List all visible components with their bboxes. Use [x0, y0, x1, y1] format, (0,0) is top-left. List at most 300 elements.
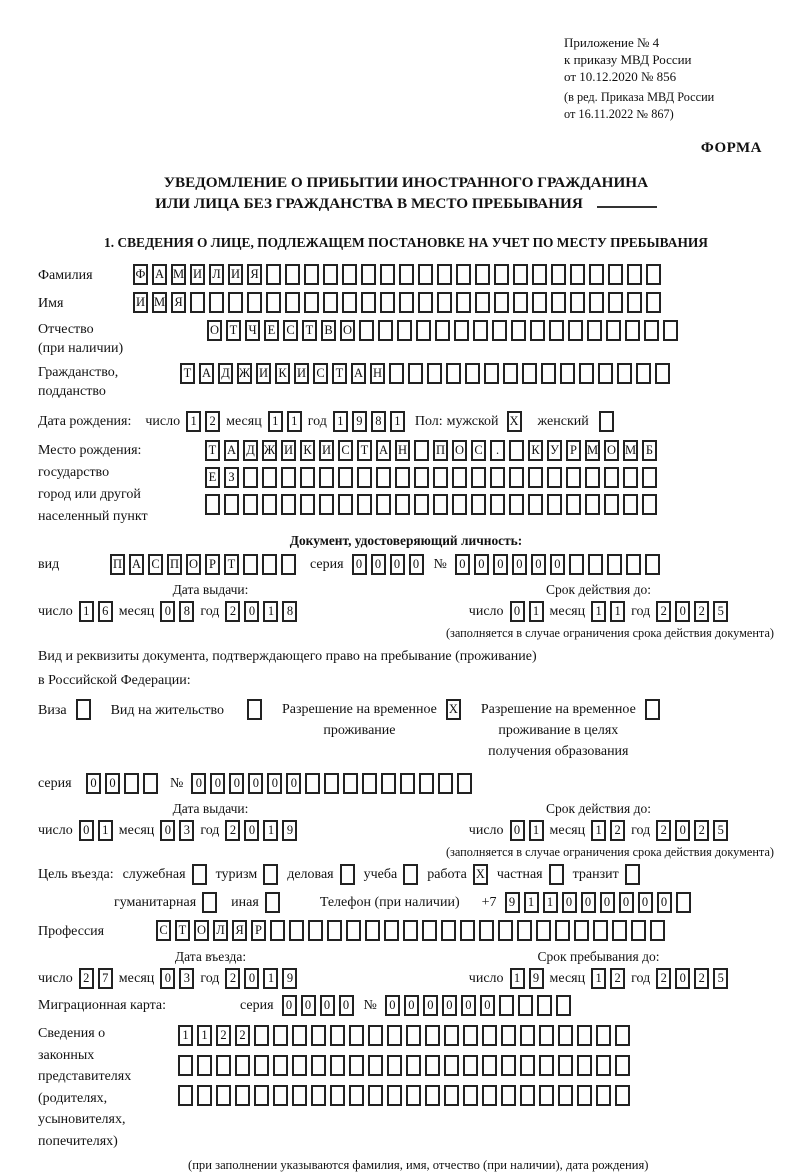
- birth-place-cell[interactable]: И: [281, 440, 296, 461]
- birth-year-cell[interactable]: 8: [371, 411, 386, 432]
- surname-cell[interactable]: [342, 264, 357, 285]
- doc-number-cell[interactable]: [645, 554, 660, 575]
- birth-place-cell[interactable]: [338, 494, 353, 515]
- entry-day-cell[interactable]: 7: [98, 968, 113, 989]
- representatives-cell[interactable]: [501, 1085, 516, 1106]
- phone-cell[interactable]: 9: [505, 892, 520, 913]
- representatives-cell[interactable]: [596, 1085, 611, 1106]
- representatives-cell[interactable]: [387, 1085, 402, 1106]
- birth-place-cell[interactable]: Ж: [262, 440, 277, 461]
- representatives-cell[interactable]: [577, 1085, 592, 1106]
- surname-cell[interactable]: [532, 264, 547, 285]
- given-name-cell[interactable]: [551, 292, 566, 313]
- residence-valid-month-cell[interactable]: 2: [610, 820, 625, 841]
- citizenship-cell[interactable]: [484, 363, 499, 384]
- stay-year-cell[interactable]: 5: [713, 968, 728, 989]
- residence-number-cell[interactable]: [438, 773, 453, 794]
- doc-issue-day-cell[interactable]: 6: [98, 601, 113, 622]
- visa-checkbox-cell[interactable]: [76, 699, 91, 720]
- profession-cell[interactable]: [270, 920, 285, 941]
- migration-number-cell[interactable]: [556, 995, 571, 1016]
- given-name-cell[interactable]: [456, 292, 471, 313]
- representatives-cell[interactable]: [520, 1085, 535, 1106]
- profession-cell[interactable]: [289, 920, 304, 941]
- surname-cell[interactable]: [437, 264, 452, 285]
- surname-cell[interactable]: М: [171, 264, 186, 285]
- representatives-cell[interactable]: [596, 1055, 611, 1076]
- representatives-cell[interactable]: [615, 1085, 630, 1106]
- surname-cell[interactable]: [361, 264, 376, 285]
- birth-place-cell[interactable]: [642, 494, 657, 515]
- stay-month-cell[interactable]: 2: [610, 968, 625, 989]
- given-name-cell[interactable]: [399, 292, 414, 313]
- representatives-cell[interactable]: [387, 1055, 402, 1076]
- migration-number-cell[interactable]: 0: [442, 995, 457, 1016]
- doc-valid-day-cell[interactable]: 0: [510, 601, 525, 622]
- given-name-cell[interactable]: [228, 292, 243, 313]
- residence-issue-month-cell[interactable]: 3: [179, 820, 194, 841]
- birth-place-cell[interactable]: [205, 494, 220, 515]
- profession-cell[interactable]: [593, 920, 608, 941]
- doc-issue-month-cell[interactable]: 0: [160, 601, 175, 622]
- birth-place-cell[interactable]: [433, 467, 448, 488]
- surname-cell[interactable]: [323, 264, 338, 285]
- representatives-cell[interactable]: [501, 1055, 516, 1076]
- surname-cell[interactable]: [304, 264, 319, 285]
- migration-series-cell[interactable]: 0: [301, 995, 316, 1016]
- doc-valid-day-cell[interactable]: 1: [529, 601, 544, 622]
- birth-place-cell[interactable]: [528, 467, 543, 488]
- doc-issue-year-cell[interactable]: 0: [244, 601, 259, 622]
- surname-cell[interactable]: [456, 264, 471, 285]
- residence-valid-year-cell[interactable]: 5: [713, 820, 728, 841]
- birth-place-cell[interactable]: [338, 467, 353, 488]
- surname-cell[interactable]: [551, 264, 566, 285]
- residence-valid-month-cell[interactable]: 1: [591, 820, 606, 841]
- profession-cell[interactable]: [479, 920, 494, 941]
- given-name-cell[interactable]: [627, 292, 642, 313]
- birth-place-cell[interactable]: И: [319, 440, 334, 461]
- citizenship-cell[interactable]: [598, 363, 613, 384]
- given-name-cell[interactable]: [323, 292, 338, 313]
- patronymic-cell[interactable]: [606, 320, 621, 341]
- representatives-cell[interactable]: [368, 1085, 383, 1106]
- representatives-cell[interactable]: 2: [216, 1025, 231, 1046]
- representatives-cell[interactable]: [520, 1055, 535, 1076]
- doc-kind-cell[interactable]: П: [110, 554, 125, 575]
- patronymic-cell[interactable]: [587, 320, 602, 341]
- birth-place-cell[interactable]: [509, 494, 524, 515]
- birth-place-cell[interactable]: Д: [243, 440, 258, 461]
- birth-place-cell[interactable]: С: [471, 440, 486, 461]
- patronymic-cell[interactable]: Ч: [245, 320, 260, 341]
- residence-issue-year-cell[interactable]: 1: [263, 820, 278, 841]
- birth-place-cell[interactable]: [319, 494, 334, 515]
- surname-cell[interactable]: Л: [209, 264, 224, 285]
- representatives-cell[interactable]: [235, 1085, 250, 1106]
- doc-series-cell[interactable]: 0: [409, 554, 424, 575]
- residence-number-cell[interactable]: 0: [248, 773, 263, 794]
- residence-number-cell[interactable]: 0: [210, 773, 225, 794]
- patronymic-cell[interactable]: Т: [302, 320, 317, 341]
- phone-cell[interactable]: 0: [619, 892, 634, 913]
- citizenship-cell[interactable]: Т: [180, 363, 195, 384]
- birth-place-cell[interactable]: О: [604, 440, 619, 461]
- representatives-cell[interactable]: [330, 1085, 345, 1106]
- profession-cell[interactable]: [441, 920, 456, 941]
- surname-cell[interactable]: [285, 264, 300, 285]
- birth-place-cell[interactable]: С: [338, 440, 353, 461]
- birth-place-cell[interactable]: [357, 467, 372, 488]
- doc-series-cell[interactable]: 0: [352, 554, 367, 575]
- representatives-cell[interactable]: [482, 1025, 497, 1046]
- representatives-cell[interactable]: [216, 1085, 231, 1106]
- profession-cell[interactable]: [365, 920, 380, 941]
- representatives-cell[interactable]: [520, 1025, 535, 1046]
- purpose-official-checkbox-cell[interactable]: [192, 864, 207, 885]
- migration-number-cell[interactable]: [537, 995, 552, 1016]
- given-name-cell[interactable]: [361, 292, 376, 313]
- doc-valid-year-cell[interactable]: 2: [694, 601, 709, 622]
- representatives-cell[interactable]: [349, 1085, 364, 1106]
- doc-kind-cell[interactable]: [262, 554, 277, 575]
- patronymic-cell[interactable]: [473, 320, 488, 341]
- birth-place-cell[interactable]: А: [224, 440, 239, 461]
- migration-series-cell[interactable]: 0: [282, 995, 297, 1016]
- purpose-business-checkbox-cell[interactable]: [340, 864, 355, 885]
- birth-place-cell[interactable]: [243, 494, 258, 515]
- profession-cell[interactable]: [612, 920, 627, 941]
- birth-place-cell[interactable]: [452, 494, 467, 515]
- phone-cell[interactable]: 0: [657, 892, 672, 913]
- profession-cell[interactable]: [422, 920, 437, 941]
- representatives-cell[interactable]: [501, 1025, 516, 1046]
- birth-place-cell[interactable]: У: [547, 440, 562, 461]
- representatives-cell[interactable]: [425, 1025, 440, 1046]
- representatives-cell[interactable]: [178, 1055, 193, 1076]
- given-name-cell[interactable]: [475, 292, 490, 313]
- given-name-cell[interactable]: [589, 292, 604, 313]
- doc-issue-month-cell[interactable]: 8: [179, 601, 194, 622]
- residence-series-cell[interactable]: [143, 773, 158, 794]
- surname-cell[interactable]: И: [228, 264, 243, 285]
- residence-number-cell[interactable]: [305, 773, 320, 794]
- stay-year-cell[interactable]: 2: [694, 968, 709, 989]
- representatives-cell[interactable]: [596, 1025, 611, 1046]
- given-name-cell[interactable]: [304, 292, 319, 313]
- entry-month-cell[interactable]: 3: [179, 968, 194, 989]
- doc-number-cell[interactable]: 0: [455, 554, 470, 575]
- citizenship-cell[interactable]: [503, 363, 518, 384]
- entry-day-cell[interactable]: 2: [79, 968, 94, 989]
- profession-cell[interactable]: [536, 920, 551, 941]
- birth-place-cell[interactable]: [376, 467, 391, 488]
- residence-series-cell[interactable]: 0: [105, 773, 120, 794]
- birth-place-cell[interactable]: З: [224, 467, 239, 488]
- stay-month-cell[interactable]: 1: [591, 968, 606, 989]
- surname-cell[interactable]: [266, 264, 281, 285]
- birth-place-cell[interactable]: М: [623, 440, 638, 461]
- birth-place-cell[interactable]: К: [528, 440, 543, 461]
- representatives-cell[interactable]: [330, 1025, 345, 1046]
- surname-cell[interactable]: [608, 264, 623, 285]
- phone-cell[interactable]: 0: [581, 892, 596, 913]
- birth-place-cell[interactable]: [395, 467, 410, 488]
- birth-place-cell[interactable]: [566, 467, 581, 488]
- profession-cell[interactable]: Т: [175, 920, 190, 941]
- birth-place-cell[interactable]: [300, 494, 315, 515]
- profession-cell[interactable]: [555, 920, 570, 941]
- profession-cell[interactable]: [517, 920, 532, 941]
- birth-place-cell[interactable]: Т: [205, 440, 220, 461]
- purpose-humanitarian-checkbox-cell[interactable]: [202, 892, 217, 913]
- representatives-cell[interactable]: [482, 1085, 497, 1106]
- given-name-cell[interactable]: [247, 292, 262, 313]
- entry-year-cell[interactable]: 0: [244, 968, 259, 989]
- doc-valid-year-cell[interactable]: 0: [675, 601, 690, 622]
- representatives-cell[interactable]: [558, 1025, 573, 1046]
- given-name-cell[interactable]: [494, 292, 509, 313]
- surname-cell[interactable]: [418, 264, 433, 285]
- birth-place-cell[interactable]: [357, 494, 372, 515]
- representatives-cell[interactable]: [273, 1025, 288, 1046]
- representatives-cell[interactable]: [254, 1025, 269, 1046]
- residence-permit-checkbox-cell[interactable]: [247, 699, 262, 720]
- doc-number-cell[interactable]: 0: [550, 554, 565, 575]
- representatives-cell[interactable]: [235, 1055, 250, 1076]
- birth-place-cell[interactable]: [281, 467, 296, 488]
- birth-place-cell[interactable]: К: [300, 440, 315, 461]
- doc-valid-month-cell[interactable]: 1: [610, 601, 625, 622]
- birth-place-cell[interactable]: [395, 494, 410, 515]
- surname-cell[interactable]: [494, 264, 509, 285]
- doc-issue-year-cell[interactable]: 2: [225, 601, 240, 622]
- representatives-cell[interactable]: [387, 1025, 402, 1046]
- residence-number-cell[interactable]: [381, 773, 396, 794]
- birth-day-cell[interactable]: 1: [186, 411, 201, 432]
- patronymic-cell[interactable]: [568, 320, 583, 341]
- citizenship-cell[interactable]: [655, 363, 670, 384]
- given-name-cell[interactable]: [342, 292, 357, 313]
- citizenship-cell[interactable]: [522, 363, 537, 384]
- profession-cell[interactable]: [403, 920, 418, 941]
- entry-month-cell[interactable]: 0: [160, 968, 175, 989]
- residence-number-cell[interactable]: [419, 773, 434, 794]
- surname-cell[interactable]: [513, 264, 528, 285]
- patronymic-cell[interactable]: [530, 320, 545, 341]
- doc-issue-year-cell[interactable]: 8: [282, 601, 297, 622]
- doc-valid-year-cell[interactable]: 5: [713, 601, 728, 622]
- representatives-cell[interactable]: 1: [197, 1025, 212, 1046]
- profession-cell[interactable]: [346, 920, 361, 941]
- birth-place-cell[interactable]: [414, 494, 429, 515]
- representatives-cell[interactable]: [406, 1085, 421, 1106]
- representatives-cell[interactable]: [539, 1055, 554, 1076]
- patronymic-cell[interactable]: [625, 320, 640, 341]
- given-name-cell[interactable]: [532, 292, 547, 313]
- birth-place-cell[interactable]: [490, 494, 505, 515]
- doc-number-cell[interactable]: [588, 554, 603, 575]
- citizenship-cell[interactable]: [636, 363, 651, 384]
- phone-cell[interactable]: [676, 892, 691, 913]
- representatives-cell[interactable]: [425, 1055, 440, 1076]
- purpose-transit-checkbox-cell[interactable]: [625, 864, 640, 885]
- representatives-cell[interactable]: [349, 1025, 364, 1046]
- citizenship-cell[interactable]: [389, 363, 404, 384]
- given-name-cell[interactable]: [418, 292, 433, 313]
- surname-cell[interactable]: [475, 264, 490, 285]
- birth-place-cell[interactable]: [509, 467, 524, 488]
- profession-cell[interactable]: [650, 920, 665, 941]
- profession-cell[interactable]: О: [194, 920, 209, 941]
- profession-cell[interactable]: [631, 920, 646, 941]
- birth-place-cell[interactable]: Р: [566, 440, 581, 461]
- representatives-cell[interactable]: [349, 1055, 364, 1076]
- birth-day-cell[interactable]: 2: [205, 411, 220, 432]
- birth-place-cell[interactable]: [471, 494, 486, 515]
- entry-year-cell[interactable]: 1: [263, 968, 278, 989]
- citizenship-cell[interactable]: Н: [370, 363, 385, 384]
- representatives-cell[interactable]: [254, 1085, 269, 1106]
- representatives-cell[interactable]: [292, 1085, 307, 1106]
- sex-male-checkbox-cell[interactable]: X: [507, 411, 522, 432]
- birth-place-cell[interactable]: Е: [205, 467, 220, 488]
- patronymic-cell[interactable]: О: [340, 320, 355, 341]
- doc-number-cell[interactable]: 0: [493, 554, 508, 575]
- representatives-cell[interactable]: [539, 1025, 554, 1046]
- birth-place-cell[interactable]: [243, 467, 258, 488]
- stay-year-cell[interactable]: 0: [675, 968, 690, 989]
- representatives-cell[interactable]: [197, 1085, 212, 1106]
- given-name-cell[interactable]: Я: [171, 292, 186, 313]
- doc-number-cell[interactable]: [626, 554, 641, 575]
- profession-cell[interactable]: Я: [232, 920, 247, 941]
- birth-place-cell[interactable]: [604, 494, 619, 515]
- representatives-cell[interactable]: [577, 1025, 592, 1046]
- patronymic-cell[interactable]: В: [321, 320, 336, 341]
- birth-month-cell[interactable]: 1: [287, 411, 302, 432]
- representatives-cell[interactable]: [311, 1055, 326, 1076]
- residence-valid-year-cell[interactable]: 0: [675, 820, 690, 841]
- phone-cell[interactable]: 0: [600, 892, 615, 913]
- birth-place-cell[interactable]: [528, 494, 543, 515]
- citizenship-cell[interactable]: [541, 363, 556, 384]
- doc-number-cell[interactable]: 0: [531, 554, 546, 575]
- doc-kind-cell[interactable]: П: [167, 554, 182, 575]
- migration-number-cell[interactable]: 0: [461, 995, 476, 1016]
- migration-number-cell[interactable]: 0: [480, 995, 495, 1016]
- doc-number-cell[interactable]: 0: [474, 554, 489, 575]
- given-name-cell[interactable]: И: [133, 292, 148, 313]
- citizenship-cell[interactable]: [427, 363, 442, 384]
- birth-place-cell[interactable]: [509, 440, 524, 461]
- purpose-other-checkbox-cell[interactable]: [265, 892, 280, 913]
- birth-place-cell[interactable]: А: [376, 440, 391, 461]
- patronymic-cell[interactable]: [359, 320, 374, 341]
- patronymic-cell[interactable]: [663, 320, 678, 341]
- residence-issue-day-cell[interactable]: 0: [79, 820, 94, 841]
- birth-place-cell[interactable]: [433, 494, 448, 515]
- representatives-cell[interactable]: [311, 1085, 326, 1106]
- birth-place-cell[interactable]: [376, 494, 391, 515]
- representatives-cell[interactable]: [292, 1025, 307, 1046]
- representatives-cell[interactable]: [216, 1055, 231, 1076]
- surname-cell[interactable]: А: [152, 264, 167, 285]
- residence-series-cell[interactable]: 0: [86, 773, 101, 794]
- representatives-cell[interactable]: [178, 1085, 193, 1106]
- given-name-cell[interactable]: [646, 292, 661, 313]
- surname-cell[interactable]: Я: [247, 264, 262, 285]
- birth-place-cell[interactable]: Б: [642, 440, 657, 461]
- profession-cell[interactable]: [308, 920, 323, 941]
- phone-cell[interactable]: 0: [562, 892, 577, 913]
- doc-issue-year-cell[interactable]: 1: [263, 601, 278, 622]
- residence-number-cell[interactable]: [324, 773, 339, 794]
- residence-issue-month-cell[interactable]: 0: [160, 820, 175, 841]
- purpose-private-checkbox-cell[interactable]: [549, 864, 564, 885]
- patronymic-cell[interactable]: [454, 320, 469, 341]
- residence-issue-year-cell[interactable]: 9: [282, 820, 297, 841]
- doc-kind-cell[interactable]: Т: [224, 554, 239, 575]
- migration-number-cell[interactable]: 0: [404, 995, 419, 1016]
- representatives-cell[interactable]: [273, 1055, 288, 1076]
- phone-cell[interactable]: 0: [638, 892, 653, 913]
- citizenship-cell[interactable]: А: [351, 363, 366, 384]
- surname-cell[interactable]: [627, 264, 642, 285]
- birth-place-cell[interactable]: [566, 494, 581, 515]
- migration-number-cell[interactable]: 0: [423, 995, 438, 1016]
- patronymic-cell[interactable]: [511, 320, 526, 341]
- representatives-cell[interactable]: [406, 1055, 421, 1076]
- representatives-cell[interactable]: [577, 1055, 592, 1076]
- birth-place-cell[interactable]: [414, 467, 429, 488]
- given-name-cell[interactable]: [437, 292, 452, 313]
- purpose-work-checkbox-cell[interactable]: X: [473, 864, 488, 885]
- doc-number-cell[interactable]: [607, 554, 622, 575]
- citizenship-cell[interactable]: И: [294, 363, 309, 384]
- citizenship-cell[interactable]: [446, 363, 461, 384]
- birth-place-cell[interactable]: [319, 467, 334, 488]
- representatives-cell[interactable]: [463, 1085, 478, 1106]
- birth-place-cell[interactable]: [623, 494, 638, 515]
- residence-number-cell[interactable]: 0: [229, 773, 244, 794]
- profession-cell[interactable]: Л: [213, 920, 228, 941]
- birth-place-cell[interactable]: .: [490, 440, 505, 461]
- profession-cell[interactable]: [327, 920, 342, 941]
- birth-year-cell[interactable]: 1: [333, 411, 348, 432]
- citizenship-cell[interactable]: А: [199, 363, 214, 384]
- given-name-cell[interactable]: [513, 292, 528, 313]
- representatives-cell[interactable]: [330, 1055, 345, 1076]
- given-name-cell[interactable]: [209, 292, 224, 313]
- patronymic-cell[interactable]: [435, 320, 450, 341]
- citizenship-cell[interactable]: [617, 363, 632, 384]
- patronymic-cell[interactable]: С: [283, 320, 298, 341]
- stay-day-cell[interactable]: 9: [529, 968, 544, 989]
- residence-number-cell[interactable]: 0: [267, 773, 282, 794]
- birth-place-cell[interactable]: [490, 467, 505, 488]
- representatives-cell[interactable]: [444, 1025, 459, 1046]
- birth-place-cell[interactable]: Н: [395, 440, 410, 461]
- doc-number-cell[interactable]: 0: [512, 554, 527, 575]
- sex-female-checkbox-cell[interactable]: [599, 411, 614, 432]
- citizenship-cell[interactable]: Ж: [237, 363, 252, 384]
- representatives-cell[interactable]: [558, 1085, 573, 1106]
- birth-place-cell[interactable]: [471, 467, 486, 488]
- birth-place-cell[interactable]: П: [433, 440, 448, 461]
- purpose-study-checkbox-cell[interactable]: [403, 864, 418, 885]
- residence-number-cell[interactable]: 0: [286, 773, 301, 794]
